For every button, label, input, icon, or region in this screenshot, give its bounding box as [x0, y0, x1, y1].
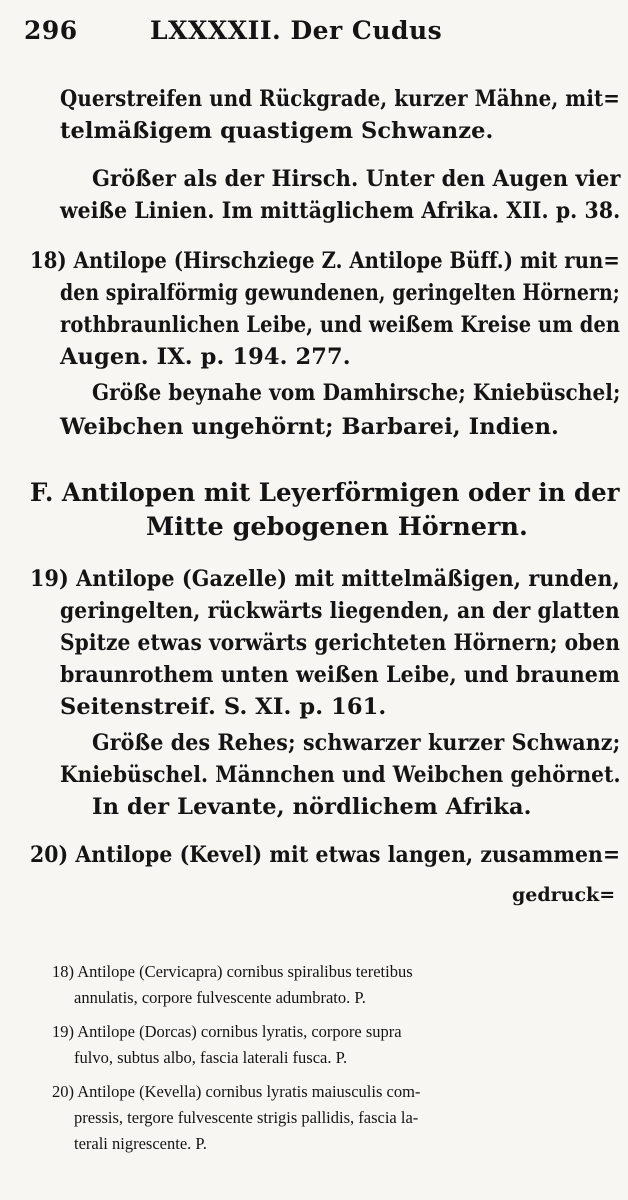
text-line: Spitze etwas vorwärts gerichteten Hörnern; oben: [60, 630, 621, 656]
section-heading: F. Antilopen mit Leyerförmigen oder in der: [30, 478, 620, 508]
running-title: LXXXXII. Der Cudus: [150, 16, 443, 45]
text-line: Augen. IX. p. 194. 277.: [60, 344, 351, 370]
page-number: 296: [24, 16, 78, 45]
text-line: geringelten, rückwärts liegenden, an der glatten: [60, 598, 620, 624]
section-heading: Mitte gebogenen Hörnern.: [146, 512, 528, 542]
footnote-line: 20) Antilope (Kevella) cornibus lyratis maiusculis com-: [52, 1082, 421, 1101]
footnote-line: 18) Antilope (Cervicapra) cornibus spiralibus teretibus: [52, 962, 413, 981]
footnote-line: pressis, tergore fulvescente strigis pallidis, fascia la-: [74, 1108, 419, 1127]
text-line: Größe des Rehes; schwarzer kurzer Schwanz;: [92, 730, 621, 756]
text-line: 18) Antilope (Hirschziege Z. Antilope Büff.) mit run=: [30, 248, 620, 274]
text-line: rothbraunlichen Leibe, und weißem Kreise um den: [60, 312, 621, 338]
text-line: Größe beynahe vom Damhirsche; Kniebüschel;: [92, 380, 621, 406]
text-line: weiße Linien. Im mittäglichem Afrika. XII. p. 38.: [60, 198, 621, 224]
text-line: 19) Antilope (Gazelle) mit mittelmäßigen, runden,: [30, 566, 620, 592]
text-line: telmäßigem quastigem Schwanze.: [60, 118, 494, 144]
text-line: In der Levante, nördlichem Afrika.: [92, 794, 532, 820]
text-line: Größer als der Hirsch. Unter den Augen vier: [92, 166, 621, 192]
text-line: Querstreifen und Rückgrade, kurzer Mähne, mit=: [60, 86, 620, 112]
text-line: Seitenstreif. S. XI. p. 161.: [60, 694, 387, 720]
text-line: den spiralförmig gewundenen, geringelten Hörnern;: [60, 280, 620, 306]
text-line: 20) Antilope (Kevel) mit etwas langen, zusammen=: [30, 842, 621, 868]
footnote-line: annulatis, corpore fulvescente adumbrato. P.: [74, 988, 366, 1007]
text-line: Kniebüschel. Männchen und Weibchen gehörnet.: [60, 762, 621, 788]
catchword: gedruck=: [512, 884, 616, 906]
text-line: Weibchen ungehörnt; Barbarei, Indien.: [60, 414, 559, 440]
text-line: braunrothem unten weißen Leibe, und braunem: [60, 662, 620, 688]
footnote-line: terali nigrescente. P.: [74, 1134, 207, 1153]
footnote-line: fulvo, subtus albo, fascia laterali fusca. P.: [74, 1048, 348, 1067]
footnote-line: 19) Antilope (Dorcas) cornibus lyratis, corpore supra: [52, 1022, 402, 1041]
